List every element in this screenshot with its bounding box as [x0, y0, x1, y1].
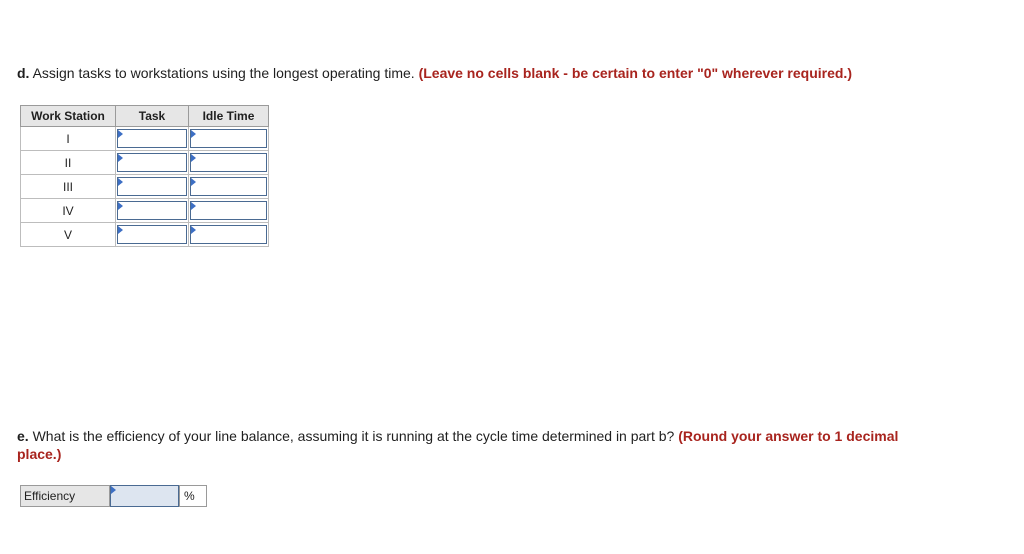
station-label: II: [21, 151, 116, 175]
task-input-1[interactable]: [117, 129, 187, 148]
idle-time-input-3[interactable]: [190, 177, 267, 196]
header-task: Task: [116, 106, 189, 127]
idle-time-input-1[interactable]: [190, 129, 267, 148]
station-label: IV: [21, 199, 116, 223]
idle-time-input-5[interactable]: [190, 225, 267, 244]
question-d-text: Assign tasks to workstations using the longest operating time.: [29, 65, 419, 81]
station-label: I: [21, 127, 116, 151]
question-d-note: (Leave no cells blank - be certain to enter "0" wherever required.): [418, 65, 852, 81]
task-input-5[interactable]: [117, 225, 187, 244]
efficiency-label: Efficiency: [20, 485, 110, 507]
idle-time-input-4[interactable]: [190, 201, 267, 220]
table-row: [21, 175, 269, 199]
workstation-table: [20, 105, 269, 247]
table-row: [21, 223, 269, 247]
question-e-note: (Round your answer to 1 decimal place.): [17, 428, 899, 462]
table-row: [21, 199, 269, 223]
efficiency-unit: %: [179, 485, 207, 507]
task-input-3[interactable]: [117, 177, 187, 196]
idle-time-input-2[interactable]: [190, 153, 267, 172]
question-d: [17, 64, 852, 82]
efficiency-row: [20, 485, 207, 507]
station-label: III: [21, 175, 116, 199]
question-d-letter: d.: [17, 65, 30, 81]
question-e-text: What is the efficiency of your line balance, assuming it is running at the cycle time determined in part b?: [28, 428, 679, 444]
task-input-2[interactable]: [117, 153, 187, 172]
table-row: [21, 151, 269, 175]
table-header-row: [21, 106, 269, 127]
question-e: [17, 427, 917, 463]
station-label: V: [21, 223, 116, 247]
task-input-4[interactable]: [117, 201, 187, 220]
efficiency-input[interactable]: [110, 485, 179, 507]
table-row: [21, 127, 269, 151]
header-work-station: Work Station: [21, 106, 116, 127]
header-idle-time: Idle Time: [189, 106, 269, 127]
question-e-letter: e.: [17, 428, 29, 444]
